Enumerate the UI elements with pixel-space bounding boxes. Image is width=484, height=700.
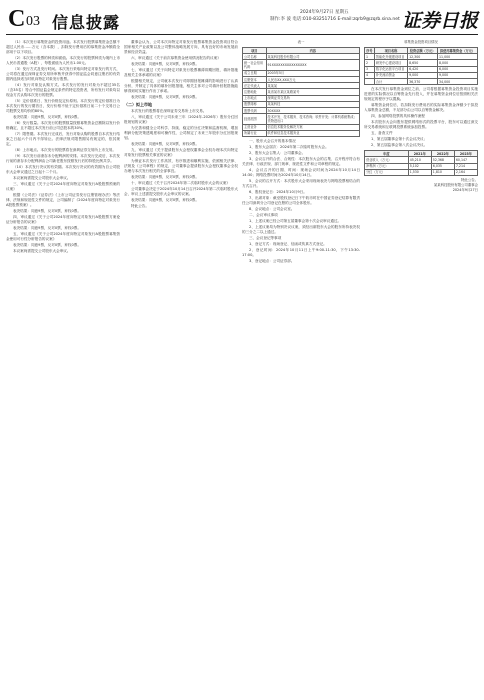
signature-block <box>364 178 478 193</box>
table-cell: 36,370 <box>408 79 438 85</box>
table-cell: 分红（万元） <box>365 169 409 175</box>
paragraph: 表决结果：同意9票，反对0票，弃权0票。 <box>13 226 81 230</box>
table-cell: 公司名称 <box>243 54 267 60</box>
paragraph: （10）本次发行决议的有效期。本次发行决议的有效期为自公司股东大会审议通过之日起十二个月。 <box>6 165 120 174</box>
paragraph: 公司董事会决定于2024年10月14日召开2024年第二次临时股东大会，审议上述需提交股东大会审议的议案。 <box>124 187 238 196</box>
paragraph: 三、审议通过《关于公司2024年度向特定对象发行A股股票预案的议案》 <box>6 182 120 191</box>
table-cell: 人民币XX,XXX万元 <box>266 77 359 83</box>
table-cell: 4 <box>365 72 375 78</box>
table-cell <box>365 79 375 85</box>
table-header-cell: 序号 <box>366 48 373 53</box>
table-cell: 数字化运营平台项目 <box>374 66 407 72</box>
table-cell: 8,000 <box>438 60 478 66</box>
paragraph: 三、会议登记等事项 <box>249 236 282 241</box>
table-caption: 表一 <box>297 40 305 44</box>
paragraph: 本次股东大会向股东提供网络形式的投票平台，股东可以通过深交所交易系统和互联网投票系统参加投票。 <box>364 120 478 130</box>
table-cell: 深圳证券交易所 <box>266 95 359 101</box>
table-cell: 营业收入（万元） <box>365 157 409 163</box>
table-cell: 某某科技 <box>266 101 359 107</box>
paragraph: 6、股权登记日：2024年10月9日。 <box>249 190 307 195</box>
paragraph: 2、第五届监事会第八次会议决议。 <box>371 143 428 148</box>
paragraph: 表决结果：同意9票，反对0票，弃权0票。 <box>131 142 199 146</box>
paragraph: 一、股东大会召开的基本情况 <box>249 139 296 144</box>
table-cell: 2 <box>365 60 375 66</box>
paragraph: （9）本次发行前滚存未分配利润的安排。本次发行完成后，本次发行前的滚存未分配利润由公司新老股东按照发行后的持股比例共享。 <box>6 154 120 163</box>
editor-line: 制作:李 波 电话:010-83251716 E-mail:zqrb9@zqrb.sina.net <box>270 17 400 22</box>
paragraph: （3）发行方式及发行时间。本次发行采取向特定对象发行的方式，公司将在通过深圳证券交易所审核并获得中国证监会同意注册后的有效期内选择适当时机向特定对象发行股票。 <box>6 67 120 81</box>
page-number: 03 <box>26 14 40 29</box>
table-cell: 软件和信息技术服务业 <box>266 130 359 136</box>
table-row <box>365 79 478 85</box>
table-cell: 股票简称 <box>243 101 267 107</box>
paragraph: 特此公告。 <box>131 204 149 208</box>
paragraph: （7）限售期。本次发行完成后，发行对象认购的股票自本次发行结束之日起六个月内不得转让。法律法规对限售期另有规定的，依其规定。 <box>6 132 120 146</box>
paragraph: 5、会议的召开方式：本次股东大会采用现场表决与网络投票相结合的方式召开。 <box>242 179 360 189</box>
table-cell: 上市地点 <box>243 95 267 101</box>
table-header-cell: 年度 <box>365 151 409 157</box>
column-1-body <box>6 40 120 254</box>
paragraph: （2）本次发行股票的种类和面值。本次发行的股票种类为境内上市人民币普通股（A股），每股面值为人民币1.00元。 <box>6 56 120 65</box>
paragraph: 3、会议召开的合法、合规性：本次股东大会的召集、召开程序符合有关法律、行政法规、部门规章、规范性文件和公司章程的规定。 <box>242 157 360 167</box>
table-cell: 经营范围 <box>243 114 267 124</box>
table-cell: 1 <box>365 54 375 60</box>
table-cell: 信息技术服务及解决方案 <box>266 124 359 130</box>
table-header-cell: 拟使用募集资金（万元） <box>438 48 478 54</box>
paragraph: 九、审议通过《关于提请股东大会授权董事会全权办理本次向特定对象发行股票相关事宜的议案》 <box>124 148 238 157</box>
paragraph: 表决结果：同意9票，反对0票，弃权0票。 <box>13 243 81 247</box>
table-cell: 60,147 <box>454 157 477 163</box>
table-cell: 主营业务 <box>243 124 267 130</box>
paragraph: （8）上市地点。本次发行的股票将在深圳证券交易所上市交易。 <box>13 148 116 152</box>
paragraph: 1、登记方式：现场登记、信函或传真方式登记。 <box>249 242 327 247</box>
paragraph: 表决结果：同意9票，反对0票，弃权0票。 <box>131 62 199 66</box>
column-1 <box>6 40 120 694</box>
paragraph: 特此公告。 <box>461 178 478 183</box>
table-cell: 34,000 <box>438 79 478 85</box>
paragraph: （6）发行数量。本次发行的股票数量按照募集资金总额除以发行价格确定，且不超过本次发行前公司总股本的30%。 <box>6 121 120 130</box>
paper-logo: 证券日报 <box>401 10 478 32</box>
paragraph: 表决结果：同意9票，反对0票，弃权0票。 <box>13 209 81 213</box>
paragraph: 为完善和健全公司科学、持续、稳定的分红决策和监督机制，增加利润分配决策透明度和可操作性，公司制定了未来三年股东分红回报规划。 <box>124 126 238 140</box>
table-cell: 成立日期 <box>243 70 267 76</box>
table-row <box>243 114 360 124</box>
paragraph: 8、会议地点：公司会议室。 <box>249 207 295 212</box>
table-cell: 技术开发、技术服务、技术咨询；软件开发；计算机系统集成；货物进出口 <box>266 114 359 124</box>
table-row <box>365 169 478 175</box>
table-cell: 91XXXXXXXXXXXXXXXX <box>266 60 359 70</box>
table-cell: 智能化升级建设项目 <box>374 54 407 60</box>
table-cell: 所属行业 <box>243 130 267 136</box>
table-cell: 45,210 <box>408 157 431 163</box>
table-row <box>243 130 360 136</box>
table-cell: 2003年5月 <box>266 70 359 76</box>
paragraph: 为保证本次发行工作高效、有序推进和顺利实施，依照相关法律、法规及《公司章程》的规定，公司董事会提请股东大会授权董事会全权办理与本次发行相关的全部事宜。 <box>124 159 238 173</box>
paragraph: 董事会认为，公司本次向特定对象发行股票募集资金投资项目符合国家相关产业政策以及公司整体战略发展方向，具有良好的市场发展前景和经济效益。 <box>124 40 238 54</box>
column-3 <box>242 40 360 694</box>
table-caption: 募集资金投资项目情况 <box>404 40 438 44</box>
table-cell: 1,810 <box>431 169 454 175</box>
paragraph: 八、审议通过《关于公司未来三年（2024年-2026年）股东分红回报规划的议案》 <box>124 115 238 124</box>
column-2 <box>124 40 238 694</box>
paragraph: 表决结果：同意9票，反对0票，弃权0票。 <box>131 198 199 202</box>
table-body <box>365 54 478 85</box>
column-4 <box>364 40 478 694</box>
page-code: C <box>8 6 25 32</box>
table-cell: 净利润（万元） <box>365 163 409 169</box>
paragraph: 3、登记地点：公司证券部。 <box>249 259 295 264</box>
table-cell: 研发中心建设项目 <box>374 60 407 66</box>
paragraph: 二、会议审议事项 <box>249 213 278 218</box>
paragraph: 本次发行的股票将在深圳证券交易所上市交易。 <box>131 109 207 113</box>
paragraph: 2024年9月27日 <box>452 188 478 193</box>
table-header-cell: 2022年 <box>431 151 454 157</box>
table-cell: 某某科技股份有限公司 <box>266 54 359 60</box>
paragraph: 五、审议通过《关于公司2024年度向特定对象发行A股股票募集资金使用可行性分析报告的议案》 <box>6 232 120 241</box>
column-3-body <box>242 139 360 264</box>
table-cell: 3 <box>365 66 375 72</box>
column-2-body-continued <box>124 109 238 209</box>
table-cell: 补充流动资金 <box>374 72 407 78</box>
paragraph: 七、审议通过《关于向特定对象发行股票摊薄即期回报、填补措施及相关主体承诺的议案》 <box>124 68 238 77</box>
paragraph: 四、审议通过《关于公司2024年度向特定对象发行A股股票方案论证分析报告的议案》 <box>6 215 120 224</box>
table-header-cell: 内容 <box>266 48 359 54</box>
table-cell: 30XXXX <box>266 108 359 114</box>
paragraph: 本议案尚需提交公司股东大会审议。 <box>13 249 71 253</box>
table-body <box>243 54 360 137</box>
table-cell: 注册资本 <box>243 77 267 83</box>
paragraph: 表决结果：同意9票，反对0票，弃权0票。 <box>13 115 81 119</box>
paragraph: 四、参加网络投票的具体操作流程 <box>371 114 425 119</box>
paragraph: 五、备查文件 <box>371 131 393 136</box>
paragraph: 1、股东大会届次：2024年第二次临时股东大会。 <box>249 145 329 150</box>
table-header-cell: 项目 <box>243 48 267 54</box>
paragraph: 表决结果：同意9票，反对0票，弃权0票。 <box>131 175 199 179</box>
table-cell: 某省某市某区某路某号 <box>266 89 359 95</box>
projects-table <box>364 47 478 85</box>
issue-date: 2024年9月27日 星期五 <box>300 10 349 15</box>
table-cell: 7,214 <box>454 163 477 169</box>
masthead <box>0 0 484 40</box>
table-cell: 合计 <box>374 79 407 85</box>
table-cell: 股票代码 <box>243 108 267 114</box>
paragraph: 根据《公司法》《证券法》《上市公司证券发行注册管理办法》等法律、法规和规范性文件的规定，公司编制了《2024年度向特定对象发行A股股票预案》。 <box>6 193 120 207</box>
paragraph: 2、上述议案均为特别决议议案，须经出席股东大会的股东所持表决权的三分之二以上通过。 <box>242 225 360 235</box>
table-cell: 注册地址 <box>243 89 267 95</box>
paragraph: 2、登记时间：2024年10月11日上午9:00-11:30，下午13:30-17:00。 <box>242 248 360 258</box>
table-cell: 1,530 <box>408 169 431 175</box>
section-heading: （二）拟上市地 <box>124 102 152 107</box>
table-cell: 9,000 <box>408 72 438 78</box>
paragraph: 1、第五届董事会第十次会议决议； <box>371 137 428 142</box>
paragraph: 本议案尚需提交公司股东大会审议。 <box>13 176 71 180</box>
column-4-body <box>364 87 478 148</box>
paragraph: 4、会议召开的日期、时间：现场会议时间为2024年10月14日14:30；网络投票时间为2024年10月14日。 <box>242 168 360 178</box>
table-header-cell: 2023年 <box>454 151 477 157</box>
table-cell: 12,300 <box>408 54 438 60</box>
section-title: 信息披露 <box>52 13 121 32</box>
paragraph: 十、审议通过《关于召开2024年第二次临时股东大会的议案》 <box>131 181 230 185</box>
paragraph: 表决结果：同意9票，反对0票，弃权0票。 <box>131 95 199 99</box>
paragraph: 六、审议通过《关于前次募集资金使用情况报告的议案》 <box>131 56 221 60</box>
table-cell: 11,000 <box>438 54 478 60</box>
paragraph: 1、上述议案已经公司第五届董事会第十次会议审议通过。 <box>249 219 342 224</box>
financial-summary-table <box>364 150 478 176</box>
table-cell: 5,102 <box>408 163 431 169</box>
table-row <box>243 60 360 70</box>
paragraph: 某某科技股份有限公司董事会 <box>433 183 478 188</box>
table-cell: 8,650 <box>408 60 438 66</box>
paragraph: （5）定价基准日、发行价格及定价原则。本次发行的定价基准日为本次发行的发行期首日，发行价格不低于定价基准日前二十个交易日公司股票交易均价的80%。 <box>6 99 120 113</box>
table-cell: 统一社会信用代码 <box>243 60 267 70</box>
company-info-table <box>242 47 360 137</box>
table-cell: 2,164 <box>454 169 477 175</box>
paragraph: 根据相关规定，公司就本次发行对即期回报摊薄的影响进行了认真分析，并制定了具体的填补回报措施，相关主体对公司填补回报措施能够得到切实履行作出了承诺。 <box>124 79 238 93</box>
table-header-cell: 投资总额（万元） <box>408 48 438 54</box>
paragraph: （1）本次发行募集资金的投资用途。本次发行股票募集资金总额不超过人民币……万元（含本数），扣除发行费用后的募集资金净额将全部用于以下项目。 <box>6 40 120 54</box>
paragraph: 在本次发行募集资金到位之前，公司将根据募集资金投资项目实施进度的实际情况以自筹资金先行投入，并在募集资金到位后按照相关法规规定的程序予以置换。 <box>364 87 478 102</box>
header-rule <box>6 34 478 35</box>
paragraph: 7、出席对象：截至股权登记日下午收市时在中国证券登记结算有限责任公司深圳分公司登记在册的公司全体股东。 <box>242 196 360 206</box>
table-cell: 6,035 <box>431 163 454 169</box>
paragraph: 2、股东大会召集人：公司董事会。 <box>249 151 306 156</box>
table-cell: 9,000 <box>438 72 478 78</box>
table-cell: 某某某 <box>266 83 359 89</box>
paragraph: 募集资金到位后，若扣除发行费用后的实际募集资金净额少于拟投入募集资金总额，不足部分由公司以自筹资金解决。 <box>364 103 478 113</box>
table-cell: 6,000 <box>438 66 478 72</box>
table-cell: 法定代表人 <box>243 83 267 89</box>
table-body <box>365 157 478 176</box>
column-2-body <box>124 40 238 100</box>
table-header-cell: 项目名称 <box>374 48 407 54</box>
table-header-cell: 2021年 <box>408 151 431 157</box>
table-cell: 6,420 <box>408 66 438 72</box>
table-cell: 52,368 <box>431 157 454 163</box>
paragraph: （4）发行对象及认购方式。本次发行的发行对象为不超过35名（含35名）符合中国证监会规定条件的特定投资者，所有发行对象均以现金方式认购本次发行的股票。 <box>6 83 120 97</box>
